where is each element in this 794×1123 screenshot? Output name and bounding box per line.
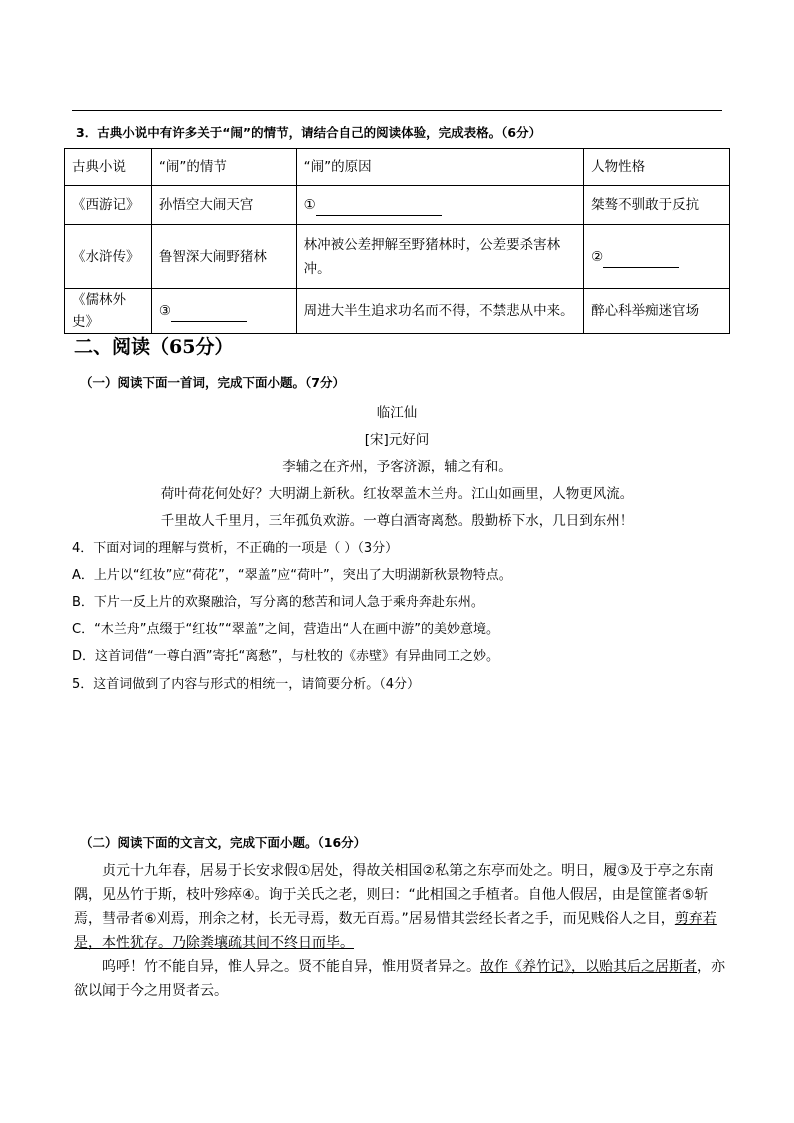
table-header-row — [65, 149, 730, 186]
part2-intro: （二）阅读下面的文言文，完成下面小题。（16分） — [80, 835, 367, 850]
novel-table — [64, 148, 730, 334]
header-cell: 人物性格 — [584, 149, 730, 186]
table-cell: 《儒林外史》 — [65, 289, 152, 334]
table-row — [65, 289, 730, 334]
answer-blank-1[interactable]: ① — [296, 186, 584, 225]
table-cell: 周进大半生追求功名而不得，不禁悲从中来。 — [296, 289, 584, 334]
option-d[interactable]: D．这首词借“一尊白酒”寄托“离愁”，与杜牧的《赤壁》有异曲同工之妙。 — [72, 649, 499, 664]
table-row — [65, 186, 730, 225]
table-cell: 醉心科举痴迷官场 — [584, 289, 730, 334]
poem-line: 千里故人千里月，三年孤负欢游。一尊白酒寄离愁。殷勤桥下水，几日到东州！ — [160, 513, 634, 529]
underlined-sentence: 剪弃若是，本性犹存。乃除粪壤疏其间不终日而毕。 — [74, 911, 717, 951]
table-cell: 鲁智深大闹野猪林 — [151, 225, 296, 289]
option-a[interactable]: A．上片以“红妆”应“荷花”，“翠盖”应“荷叶”，突出了大明湖新秋景物特点。 — [72, 568, 512, 583]
table-row — [65, 225, 730, 289]
poem-title: 临江仙 — [376, 405, 418, 421]
part1-intro: （一）阅读下面一首词，完成下面小题。（7分） — [80, 375, 345, 390]
table-cell: 《水浒传》 — [65, 225, 152, 289]
question-4: 4．下面对词的理解与赏析，不正确的一项是（ ）（3分） — [72, 541, 399, 556]
table-cell: 林冲被公差押解至野猪林时，公差要杀害林冲。 — [296, 225, 584, 289]
option-c[interactable]: C．“木兰舟”点缀于“红妆”“翠盖”之间，营造出“人在画中游”的美妙意境。 — [72, 622, 499, 637]
passage-paragraph: 呜呼！竹不能自异，惟人异之。贤不能自异，惟用贤者异之。故作《养竹记》，以贻其后之居斯者，亦欲以闻于今之用贤者云。 — [74, 959, 725, 999]
header-cell: “闹”的情节 — [151, 149, 296, 186]
table-cell: 桀骜不驯敢于反抗 — [584, 186, 730, 225]
question-5: 5．这首词做到了内容与形式的相统一，请简要分析。（4分） — [72, 677, 421, 692]
table-cell: 《西游记》 — [65, 186, 152, 225]
section-title: 二、阅读（65分） — [74, 336, 234, 358]
header-rule — [72, 110, 722, 111]
answer-blank-2[interactable]: ② — [584, 225, 730, 289]
header-cell: “闹”的原因 — [296, 149, 584, 186]
underlined-sentence: 故作《养竹记》，以贻其后之居斯者 — [480, 959, 697, 975]
option-b[interactable]: B．下片一反上片的欢聚融洽，写分离的愁苦和词人急于乘舟奔赴东州。 — [72, 595, 484, 610]
poem-author: [宋]元好问 — [364, 432, 430, 448]
classical-passage — [74, 859, 726, 1003]
poem-preface: 李辅之在齐州，予客济源，辅之有和。 — [282, 459, 512, 475]
header-cell: 古典小说 — [65, 149, 152, 186]
table-cell: 孙悟空大闹天宫 — [151, 186, 296, 225]
question-3-title: 3．古典小说中有许多关于“闹”的情节，请结合自己的阅读体验，完成表格。（6分） — [76, 125, 542, 140]
poem-line: 荷叶荷花何处好？大明湖上新秋。红妆翠盖木兰舟。江山如画里，人物更风流。 — [160, 486, 634, 502]
passage-paragraph: 贞元十九年春，居易于长安求假①居处，得故关相国②私第之东亭而处之。明日，履③及于亭之东南隅，见丛竹于斯，枝叶殄瘁④。询于关氏之老，则曰：“此相国之手植者。自他人假居，由是筐篚者⑤斩焉，彗帚者⑥刈焉，刑余之材，长无寻焉，数无百焉。”居易惜其尝经长者之手，而见贱俗人之目，剪弃若是，本性犹存。乃除粪壤疏其间不终日而毕。 — [74, 863, 717, 951]
answer-blank-3[interactable]: ③ — [151, 289, 296, 334]
